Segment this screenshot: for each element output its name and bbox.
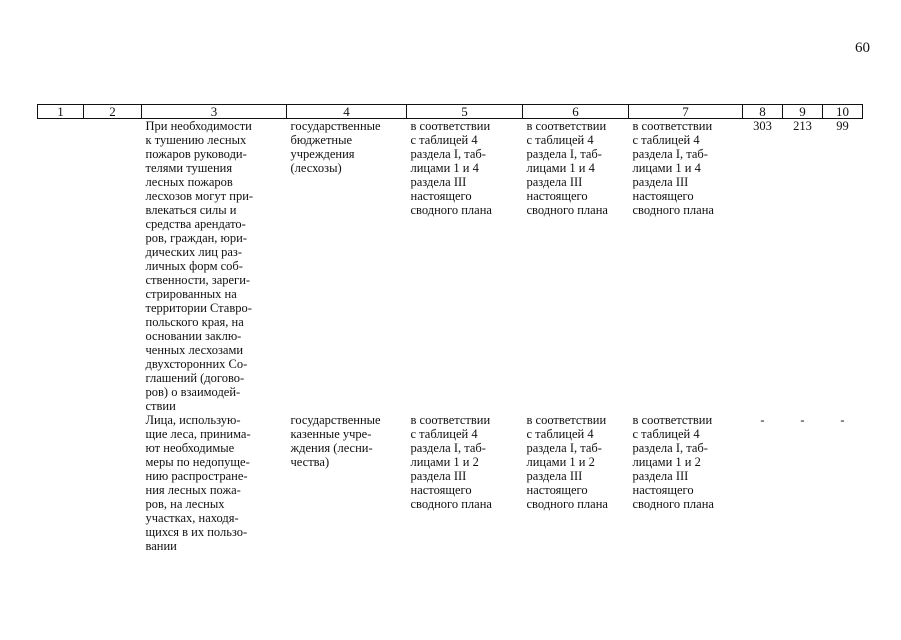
header-cell-6: 6 xyxy=(523,105,629,119)
header-cell-7: 7 xyxy=(629,105,743,119)
cell-col9: 213 xyxy=(793,119,812,133)
cell-col10: - xyxy=(840,413,845,427)
cell-col6: в соответствии с таблицей 4 раздела I, таб- лицами 1 и 2 раздела III настоящего сводного плана xyxy=(526,413,608,511)
header-cell-9: 9 xyxy=(783,105,823,119)
header-row xyxy=(38,105,863,119)
header-cell-10: 10 xyxy=(823,105,863,119)
cell-col7: в соответствии с таблицей 4 раздела I, таб- лицами 1 и 2 раздела III настоящего сводного плана xyxy=(632,413,714,511)
cell-col9: - xyxy=(800,413,805,427)
cell-col5: в соответствии с таблицей 4 раздела I, таб- лицами 1 и 4 раздела III настоящего сводного плана xyxy=(410,119,492,217)
cell-col5: в соответствии с таблицей 4 раздела I, таб- лицами 1 и 2 раздела III настоящего сводного плана xyxy=(410,413,492,511)
cell-col1 xyxy=(38,413,84,553)
header-cell-1: 1 xyxy=(38,105,84,119)
cell-col2 xyxy=(84,413,142,553)
cell-executor: государственные бюджетные учреждения (лесхозы) xyxy=(290,119,381,175)
cell-executor: государственные казенные учре- ждения (лесни- чества) xyxy=(290,413,381,469)
header-cell-8: 8 xyxy=(743,105,783,119)
table-row xyxy=(38,413,863,553)
cell-col2 xyxy=(84,119,142,414)
cell-measure: Лица, использую- щие леса, принима- ют необходимые меры по недопуще- нию распростране- ния лесных пожа- ров, на лесных участках, находя- щихся в их пользо- вании xyxy=(145,413,251,553)
cell-measure: При необходимости к тушению лесных пожаров руководи- телями тушения лесных пожаров лесхозов могут при- влекаться силы и средства арендато- ров, граждан, юри- дических лиц раз- личных форм соб- ственности, зареги- стрированных на территории Ставро- польского края, на основании заклю- ченных лесхозами двухсторонних Со- глашений (догово- ров) о взаимодей- ствии xyxy=(145,119,254,413)
header-cell-2: 2 xyxy=(84,105,142,119)
header-cell-5: 5 xyxy=(407,105,523,119)
cell-col8: 303 xyxy=(753,119,772,133)
cell-col8: - xyxy=(760,413,765,427)
cell-col6: в соответствии с таблицей 4 раздела I, таб- лицами 1 и 4 раздела III настоящего сводного плана xyxy=(526,119,608,217)
cell-col7: в соответствии с таблицей 4 раздела I, таб- лицами 1 и 4 раздела III настоящего сводного плана xyxy=(632,119,714,217)
plan-table xyxy=(37,104,863,553)
cell-col10: 99 xyxy=(836,119,849,133)
header-cell-4: 4 xyxy=(287,105,407,119)
header-cell-3: 3 xyxy=(142,105,287,119)
table-row xyxy=(38,119,863,414)
page-number: 60 xyxy=(855,40,870,56)
cell-col1 xyxy=(38,119,84,414)
